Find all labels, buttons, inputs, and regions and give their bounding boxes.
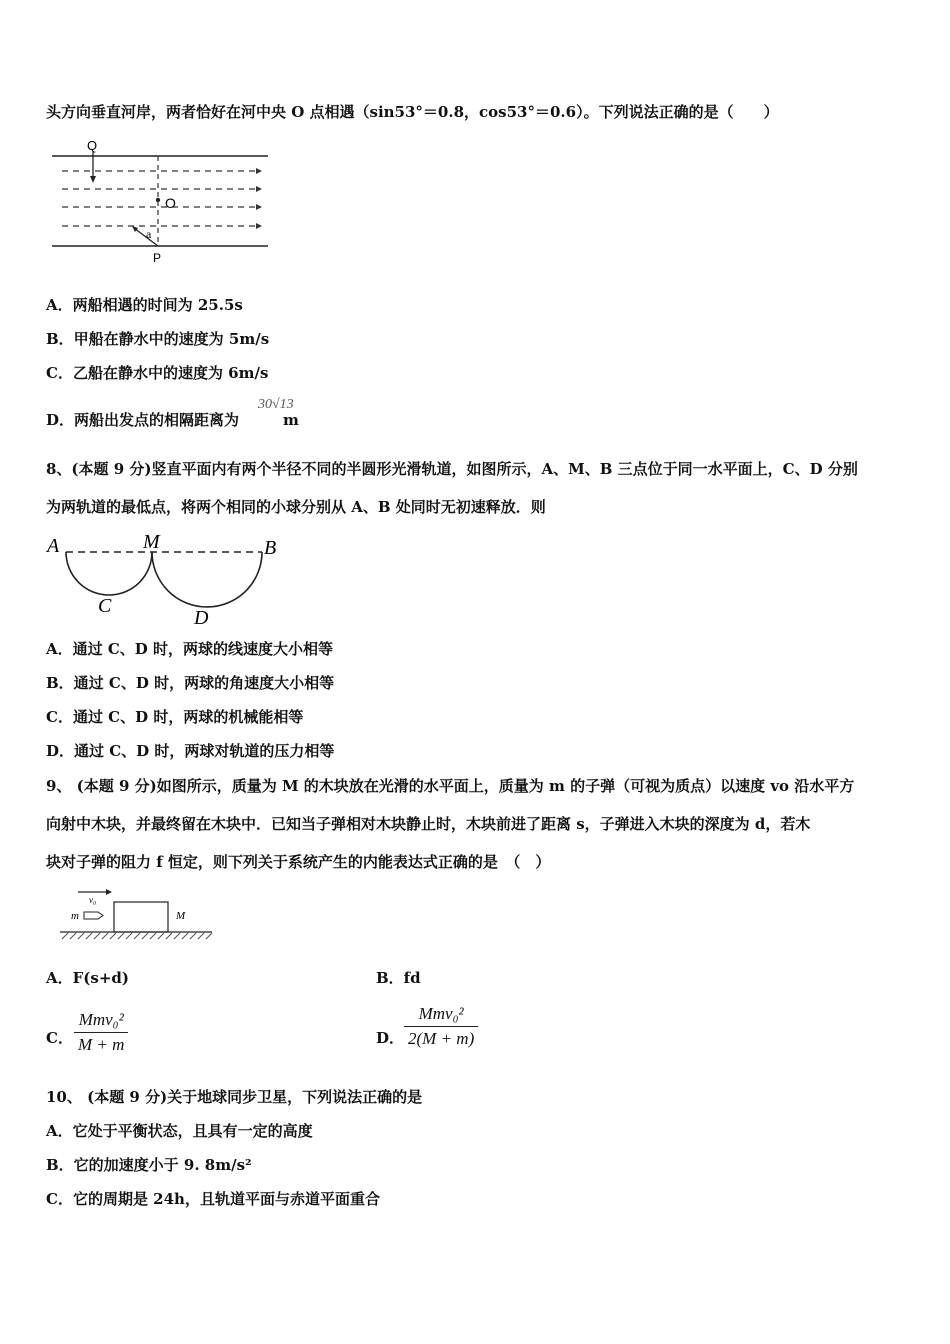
q10-option-b: B．它的加速度小于 9. 8m/s²	[46, 1156, 252, 1174]
q7-option-d	[46, 410, 299, 430]
q7-stem-tail: 头方向垂直河岸，两者恰好在河中央 O 点相遇（sin53°＝0.8，cos53°＝0.6）。下列说法正确的是（ ）	[46, 103, 779, 121]
q9-bullet-block-figure	[56, 884, 216, 942]
q8-stem-line1: 8、(本题 9 分)竖直平面内有两个半径不同的半圆形光滑轨道，如图所示，A、M、B 三点位于同一水平面上，C、D 分别	[46, 460, 858, 478]
q8-option-c: C．通过 C、D 时，两球的机械能相等	[46, 708, 304, 726]
q10-option-c: C．它的周期是 24h，且轨道平面与赤道平面重合	[46, 1190, 380, 1208]
label-q: Q	[87, 138, 98, 153]
q9-option-c-denominator: M + m	[78, 1035, 125, 1054]
wooden-block	[114, 902, 168, 932]
large-semicircle-track	[152, 552, 262, 607]
q9-option-d-denominator: 2(M + m)	[408, 1029, 475, 1048]
label-m: M	[143, 531, 160, 553]
q9-option-c-fraction	[74, 1010, 128, 1055]
label-o: O	[165, 195, 176, 211]
q9-option-b: B．fd	[376, 969, 421, 987]
q9-option-d-label: D．	[376, 1029, 405, 1047]
q7-option-d-math: 30√13	[258, 397, 294, 412]
label-d: D	[194, 607, 209, 629]
q9-stem-line2: 向射中木块，并最终留在木块中．已知当子弹相对木块静止时，木块前进了距离 s，子弹进入木块的深度为 d，若木	[46, 815, 811, 833]
small-semicircle-track	[66, 552, 152, 595]
label-b: B	[264, 537, 277, 559]
q7-option-c: C．乙船在静水中的速度为 6m/s	[46, 364, 269, 382]
label-angle: a	[146, 227, 152, 241]
ground-hatching	[62, 933, 212, 939]
label-bullet-m: m	[71, 910, 79, 922]
label-p: P	[153, 251, 162, 265]
point-o-dot	[156, 198, 160, 202]
q9-option-c-numerator: Mmv₀²	[78, 1010, 124, 1029]
q9-stem-line1: 9、 (本题 9 分)如图所示，质量为 M 的木块放在光滑的水平面上，质量为 m 的子弹（可视为质点）以速度 vo 沿水平方	[46, 777, 855, 795]
q8-option-a: A．通过 C、D 时，两球的线速度大小相等	[46, 640, 334, 658]
label-a: A	[47, 535, 60, 557]
q9-stem-line3: 块对子弹的阻力 f 恒定，则下列关于系统产生的内能表达式正确的是 （ ）	[46, 853, 551, 871]
q10-stem: 10、 (本题 9 分)关于地球同步卫星，下列说法正确的是	[46, 1088, 423, 1106]
label-block-M: M	[176, 910, 186, 922]
q8-stem-line2: 为两轨道的最低点，将两个相同的小球分别从 A、B 处同时无初速释放．则	[46, 498, 546, 516]
label-v0: v₀	[89, 895, 97, 905]
q7-option-b: B．甲船在静水中的速度为 5m/s	[46, 330, 270, 348]
q7-option-d-unit: m	[283, 411, 299, 429]
q10-option-a: A．它处于平衡状态，且具有一定的高度	[46, 1122, 313, 1140]
boat-q-arrow	[90, 176, 96, 183]
q7-option-a: A．两船相遇的时间为 25.5s	[46, 296, 243, 314]
current-arrowheads	[256, 168, 262, 229]
velocity-arrowhead	[106, 889, 112, 895]
q7-river-figure	[46, 138, 271, 266]
bullet-shape	[84, 912, 103, 919]
label-c: C	[98, 595, 112, 617]
q9-option-d-numerator: Mmv₀²	[418, 1004, 464, 1023]
q8-option-d: D．通过 C、D 时，两球对轨道的压力相等	[46, 742, 335, 760]
q8-option-b: B．通过 C、D 时，两球的角速度大小相等	[46, 674, 335, 692]
q9-option-c-label: C．	[46, 1029, 73, 1047]
q9-option-a: A．F(s+d)	[46, 969, 129, 987]
q9-option-d-fraction	[404, 1004, 478, 1049]
q8-track-figure	[44, 530, 294, 630]
q7-option-d-prefix: D．两船出发点的相隔距离为	[46, 411, 240, 429]
